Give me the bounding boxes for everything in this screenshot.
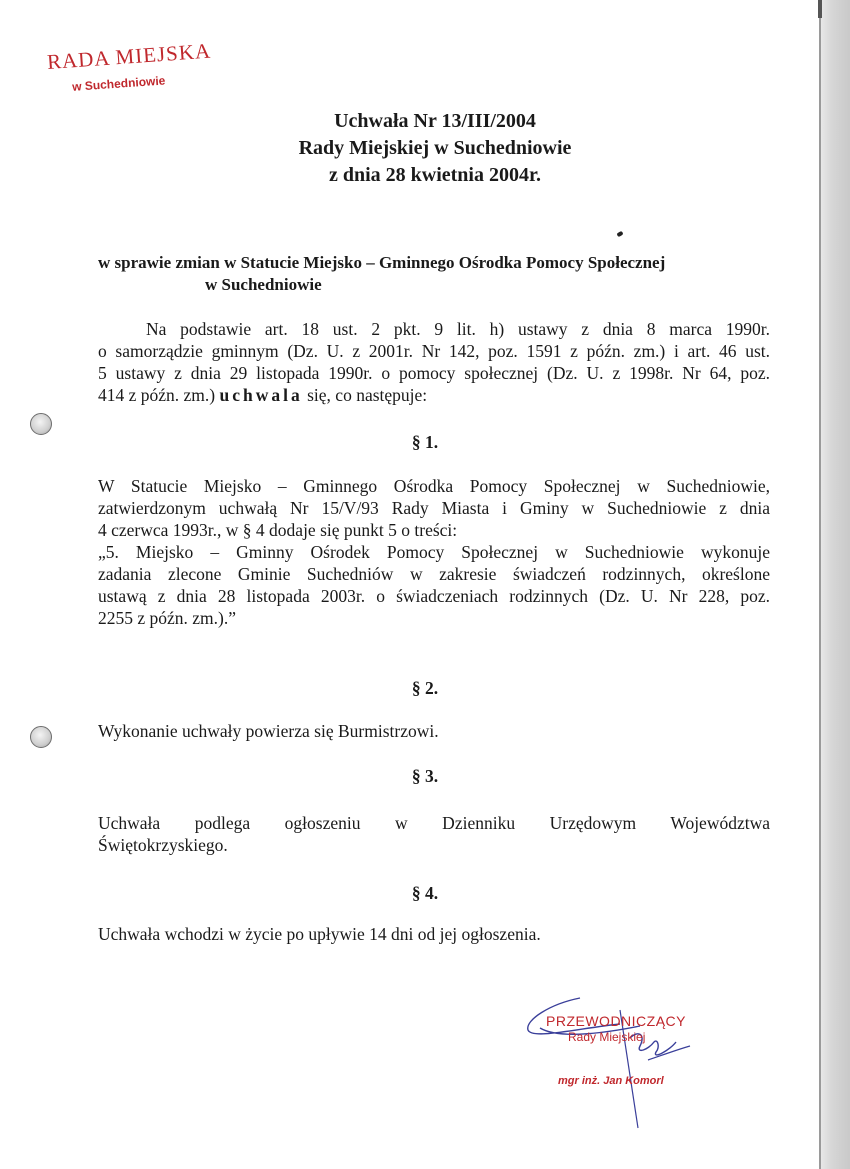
section-2-heading: § 2. — [411, 678, 439, 698]
title-line-1: Uchwała Nr 13/III/2004 — [334, 110, 536, 132]
section-2-body — [98, 720, 770, 742]
section-1-line: zadania zlecone Gminie Suchedniów w zakresie świadczeń rodzinnych, określone — [98, 564, 770, 584]
section-1-body — [98, 475, 770, 629]
scan-edge-line — [819, 0, 821, 1169]
uchwala-spaced: uchwala — [219, 385, 303, 405]
chairman-signature — [520, 990, 720, 1130]
section-2-line: Wykonanie uchwały powierza się Burmistrzowi. — [98, 721, 439, 741]
preamble-line-4-end: się, co następuje: — [307, 385, 428, 405]
section-1-heading: § 1. — [411, 432, 439, 452]
preamble-line-3: 5 ustawy z dnia 29 listopada 1990r. o pomocy społecznej (Dz. U. z 1998r. Nr 64, poz. — [98, 363, 770, 383]
scan-speck — [616, 231, 623, 237]
subject-line-2: w Suchedniowie — [205, 275, 322, 294]
stamp-line-2: w Suchedniowie — [71, 73, 166, 94]
section-1-line: 4 czerwca 1993r., w § 4 dodaje się punkt 5 o treści: — [98, 520, 458, 540]
preamble-line-4-start: 414 z późn. zm.) — [98, 385, 216, 405]
section-4-body — [98, 923, 770, 945]
council-stamp — [46, 38, 212, 94]
signature-stamp-name: mgr inż. Jan Komorl — [558, 1075, 664, 1087]
scan-edge-shadow — [820, 0, 850, 1169]
section-1-line: W Statucie Miejsko – Gminnego Ośrodka Pomocy Społecznej w Suchedniowie, — [98, 476, 770, 496]
section-3-line: Świętokrzyskiego. — [98, 835, 228, 855]
preamble-line-2: o samorządzie gminnym (Dz. U. z 2001r. Nr 142, poz. 1591 z późn. zm.) i art. 46 ust. — [98, 341, 770, 361]
stamp-line-1: RADA MIEJSKA — [46, 38, 212, 75]
title-line-2: Rady Miejskiej w Suchedniowie — [298, 137, 572, 159]
section-4-line: Uchwała wchodzi w życie po upływie 14 dni od jej ogłoszenia. — [98, 924, 541, 944]
section-1-line: „5. Miejsko – Gminny Ośrodek Pomocy Społecznej w Suchedniowie wykonuje — [98, 542, 770, 562]
section-3-heading: § 3. — [411, 766, 439, 786]
signature-stamp-subtitle: Rady Miejskiej — [568, 1030, 646, 1044]
scan-edge-tab — [818, 0, 822, 18]
resolution-title — [270, 108, 600, 189]
signature-stamp-title: PRZEWODNICZĄCY — [546, 1013, 686, 1029]
preamble-line-4 — [98, 384, 770, 406]
title-line-3: z dnia 28 kwietnia 2004r. — [328, 164, 542, 186]
resolution-subject — [98, 252, 778, 296]
section-1-line: zatwierdzonym uchwałą Nr 15/V/93 Rady Miasta i Gminy w Suchedniowie z dnia — [98, 498, 770, 518]
preamble — [98, 318, 770, 406]
subject-line-1: w sprawie zmian w Statucie Miejsko – Gminnego Ośrodka Pomocy Społecznej — [98, 253, 666, 272]
section-3-body — [98, 812, 770, 856]
section-4-heading: § 4. — [411, 883, 439, 903]
section-1-line: ustawą z dnia 28 listopada 2003r. o świadczeniach rodzinnych (Dz. U. Nr 228, poz. — [98, 586, 770, 606]
section-3-line: Uchwała podlega ogłoszeniu w Dzienniku Urzędowym Województwa — [98, 813, 770, 833]
preamble-line-1: Na podstawie art. 18 ust. 2 pkt. 9 lit. h) ustawy z dnia 8 marca 1990r. — [146, 319, 770, 339]
section-1-line: 2255 z późn. zm.).” — [98, 608, 237, 628]
punch-hole-bottom — [30, 726, 52, 748]
